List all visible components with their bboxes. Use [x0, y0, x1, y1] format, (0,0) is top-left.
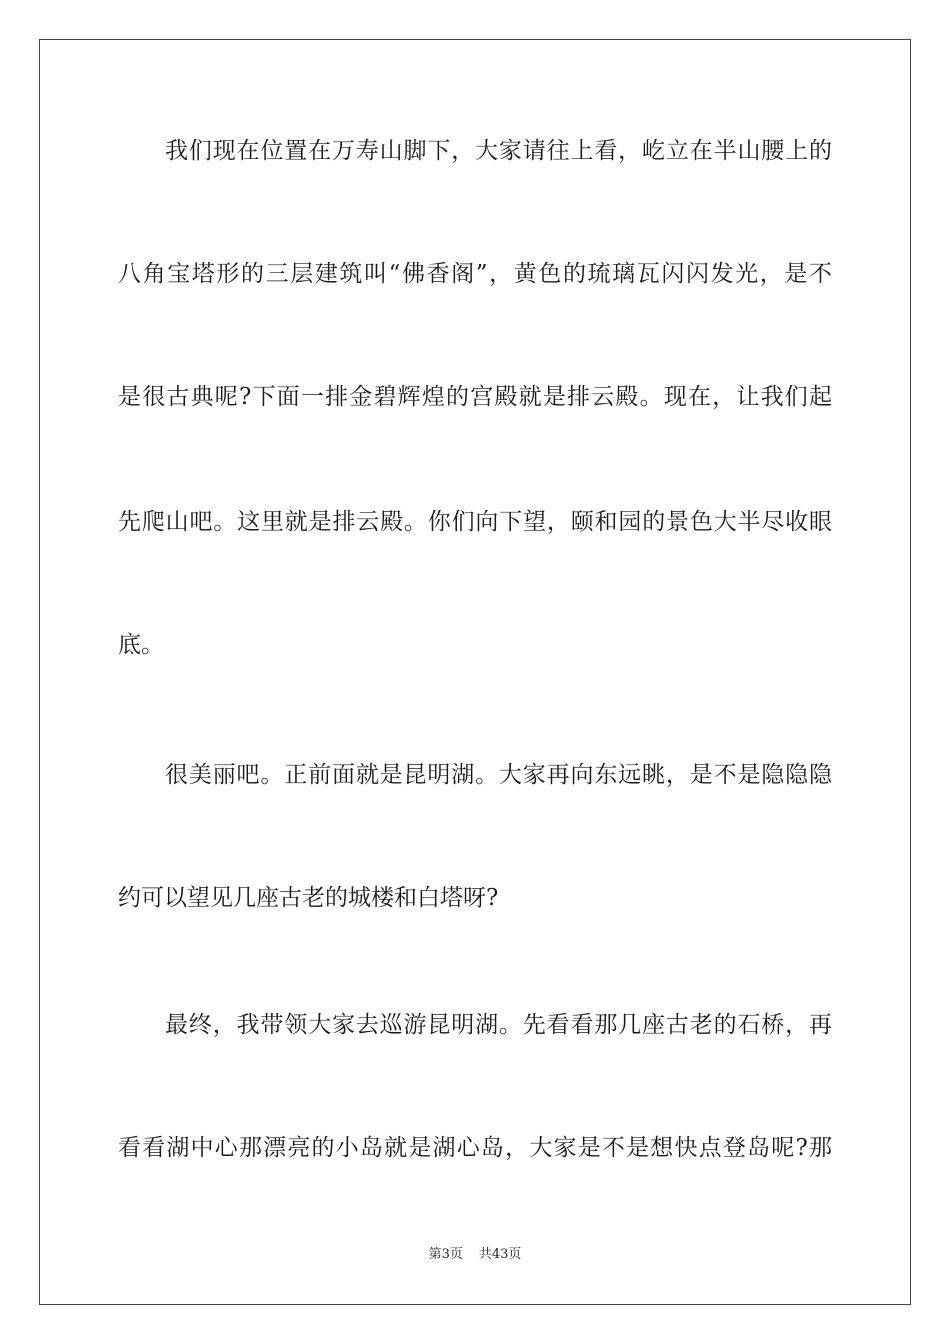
page-number: 第3页	[428, 1247, 463, 1262]
paragraph-line: 约可以望见几座古老的城楼和白塔呀?	[118, 885, 499, 911]
page-footer	[0, 1246, 950, 1264]
paragraph-line: 我们现在位置在万寿山脚下，大家请往上看，屹立在半山腰上的	[165, 138, 832, 164]
page-total: 共43页	[478, 1247, 522, 1262]
paragraph-line: 看看湖中心那漂亮的小岛就是湖心岛，大家是不是想快点登岛呢?那	[118, 1135, 832, 1161]
paragraph-line: 八角宝塔形的三层建筑叫“佛香阁”，黄色的琉璃瓦闪闪发光，是不	[118, 261, 832, 287]
paragraph-line: 底。	[118, 632, 164, 658]
page-border	[39, 39, 911, 1305]
paragraph-line: 是很古典呢?下面一排金碧辉煌的宫殿就是排云殿。现在，让我们起	[118, 384, 832, 410]
paragraph-line: 先爬山吧。这里就是排云殿。你们向下望，颐和园的景色大半尽收眼	[118, 509, 832, 535]
paragraph-line: 最终，我带领大家去巡游昆明湖。先看看那几座古老的石桥，再	[165, 1012, 832, 1038]
paragraph-line: 很美丽吧。正前面就是昆明湖。大家再向东远眺，是不是隐隐隐	[165, 762, 832, 788]
